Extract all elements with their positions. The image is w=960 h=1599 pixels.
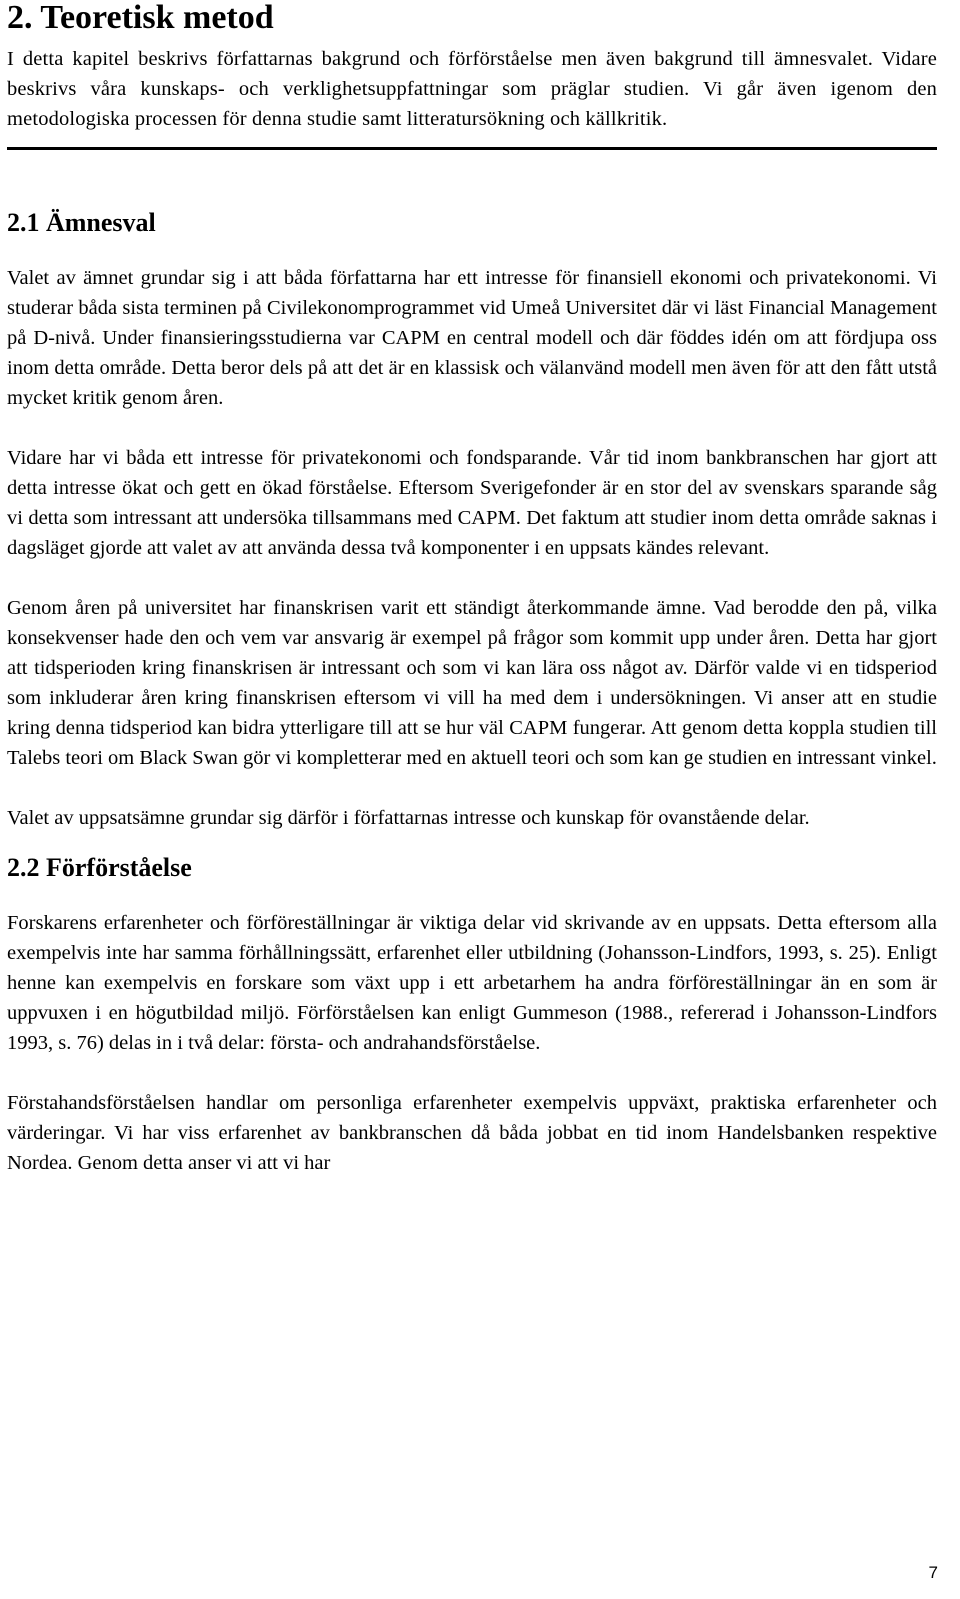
paragraph: Valet av uppsatsämne grundar sig därför i författarnas intresse och kunskap för ovanstående delar. (7, 807, 810, 829)
paragraph: Valet av ämnet grundar sig i att båda författarna har ett intresse för finansiell ekonomi och privatekonomi. Vi studerar båda sista terminen på Civilekonomprogrammet vid Umeå Universitet där vi läst Financial Management på D-nivå. Under finansieringsstudierna var CAPM en central modell och där föddes idén om att fördjupa oss inom detta område. Detta beror dels på att det är en klassisk och välanvänd modell men även för att den fått utstå mycket kritik genom åren. (7, 267, 937, 409)
chapter-intro: I detta kapitel beskrivs författarnas bakgrund och förförståelse men även bakgrund till ämnesvalet. Vidare beskrivs våra kunskaps- och verklighetsuppfattningar som präglar studien. Vi går även igenom den metodologiska processen för denna studie samt litteratursökning och källkritik. (7, 48, 937, 130)
chapter-title: 2. Teoretisk metod (7, 0, 274, 36)
paragraph: Vidare har vi båda ett intresse för privatekonomi och fondsparande. Vår tid inom bankbranschen har gjort att detta intresse ökat och gett en ökad förståelse. Eftersom Sverigefonder är en stor del av svenskars sparande såg vi detta som intressant att undersöka tillsammans med CAPM. Det faktum att studier inom detta område saknas i dagsläget gjorde att valet av att använda dessa två komponenter i en uppsats kändes relevant. (7, 447, 937, 559)
paragraph: Genom åren på universitet har finanskrisen varit ett ständigt återkommande ämne. Vad berodde den på, vilka konsekvenser hade den och vem var ansvarig är exempel på frågor som kommit upp under åren. Detta har gjort att tidsperioden kring finanskrisen är intressant och som vi kan lära oss något av. Därför valde vi en tidsperiod som inkluderar åren kring finanskrisen eftersom vi vill ha med dem i undersökningen. Vi anser att en studie kring denna tidsperiod kan bidra ytterligare till att se hur väl CAPM fungerar. Att genom detta koppla studien till Talebs teori om Black Swan gör vi kompletterar med en aktuell teori och som kan ge studien en intressant vinkel. (7, 597, 937, 769)
horizontal-rule (7, 147, 937, 150)
paragraph: Förstahandsförståelsen handlar om personliga erfarenheter exempelvis uppväxt, praktiska erfarenheter och värderingar. Vi har viss erfarenhet av bankbranschen då båda jobbat en tid inom Handelsbanken respektive Nordea. Genom detta anser vi att vi har (7, 1092, 937, 1174)
paragraph: Forskarens erfarenheter och förföreställningar är viktiga delar vid skrivande av en uppsats. Detta eftersom alla exempelvis inte har samma förhållningssätt, erfarenhet eller utbildning (Johansson-Lindfors, 1993, s. 25). Enligt henne kan exempelvis en forskare som växt upp i ett arbetarhem ha andra förföreställningar än en som är uppvuxen i en högutbildad miljö. Förförståelsen kan enligt Gummeson (1988., refererad i Johansson-Lindfors 1993, s. 76) delas in i två delar: första- och andrahandsförståelse. (7, 912, 937, 1054)
document-page (7, 0, 937, 1178)
section-heading-amnesval: 2.1 Ämnesval (7, 208, 156, 237)
section-heading-forforstaelse: 2.2 Förförståelse (7, 853, 192, 882)
page-number: 7 (928, 1563, 938, 1582)
